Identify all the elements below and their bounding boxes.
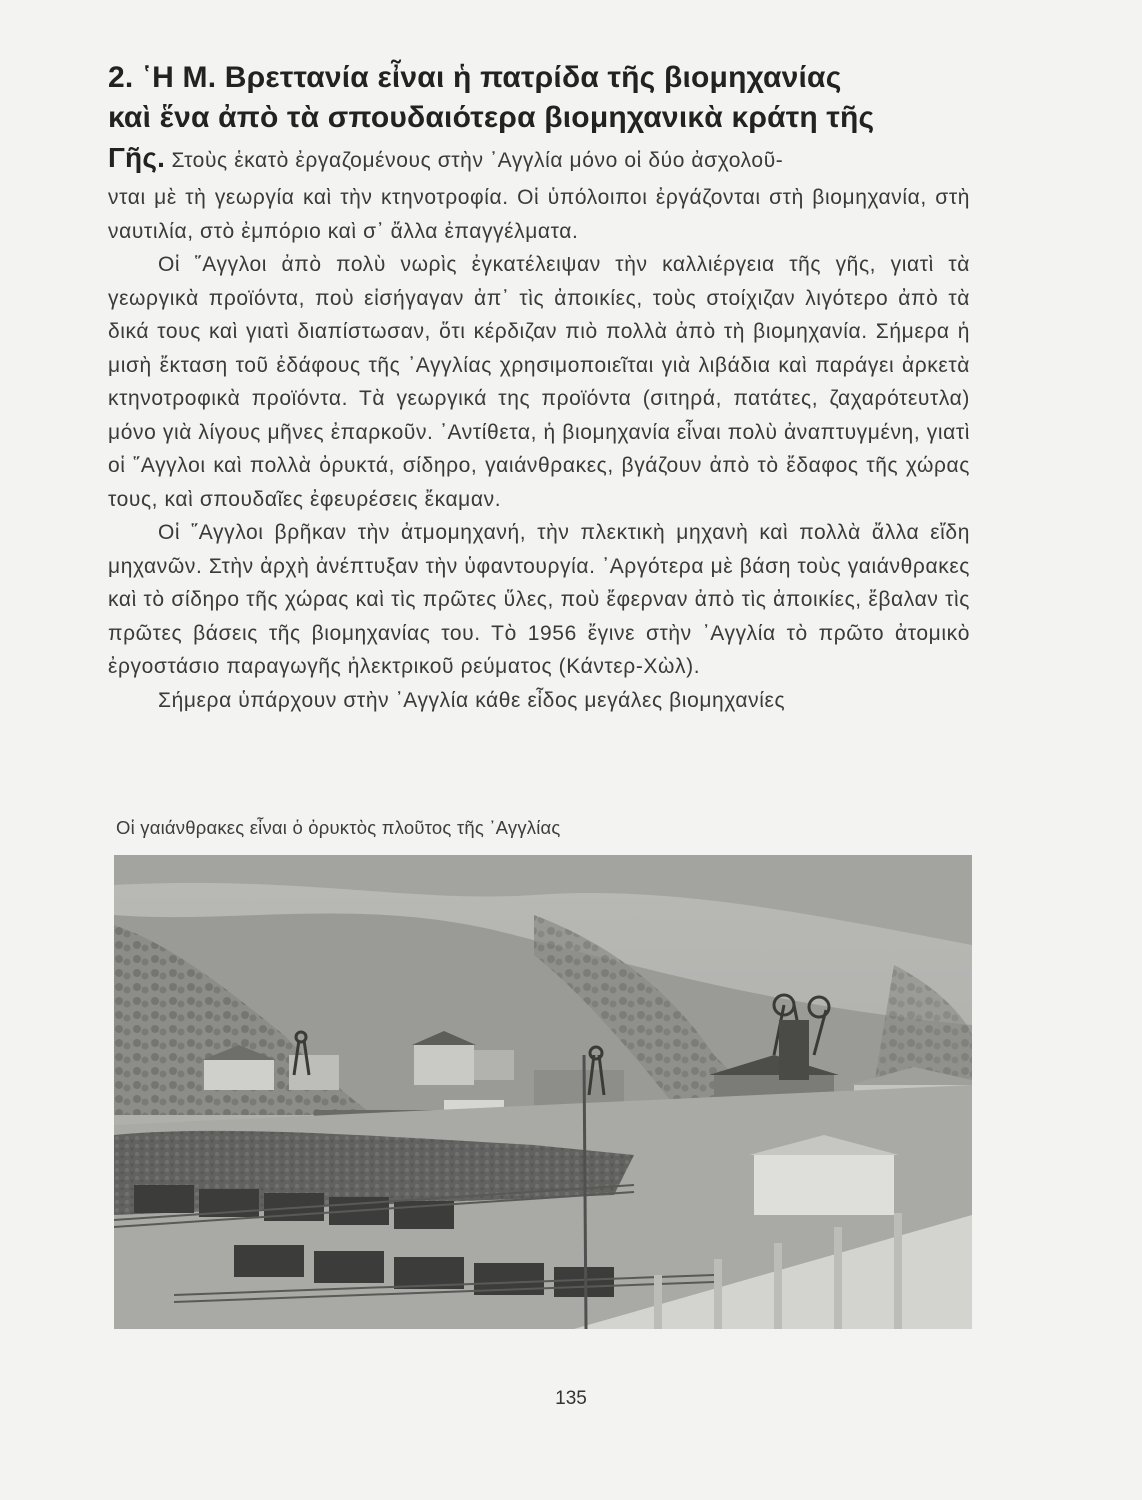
photo-caption: Οἱ γαιάνθρακες εἶναι ὁ ὀρυκτὸς πλοῦτος τῆς ᾿Αγγλίας xyxy=(116,817,561,838)
paragraph-3: Οἱ ῞Αγγλοι βρῆκαν τὴν ἀτμομηχανή, τὴν πλεκτικὴ μηχανὴ καὶ πολλὰ ἄλλα εἴδη μηχανῶν. Στὴν ἀρχὴ ἀνέπτυξαν τὴν ὑφαντουργία. ᾿Αργότερα μὲ βάση τοὺς γαιάνθρακες καὶ τὸ σίδηρο τῆς χώρας καὶ τὶς πρῶτες ὕλες, ποὺ ἔφερναν ἀπὸ τὶς ἀποικίες, ἔβαλαν τὶς πρῶτες βάσεις τῆς βιομηχανίας του. Τὸ 1956 ἔγινε στὴν ᾿Αγγλία τὸ πρῶτο ἀτομικὸ ἐργοστάσιο παραγωγῆς ἠλεκτρικοῦ ρεύματος (Κάντερ-Χὼλ). xyxy=(108,521,970,678)
winding-tower xyxy=(779,1020,809,1080)
body-text xyxy=(108,58,970,717)
coal-mine-illustration xyxy=(114,855,972,1329)
coal-mine-photo xyxy=(114,855,972,1329)
paragraph-4: Σήμερα ὑπάρχουν στὴν ᾿Αγγλία κάθε εἶδος μεγάλες βιομηχανίες xyxy=(158,688,786,712)
paragraph-2: Οἱ ῞Αγγλοι ἀπὸ πολὺ νωρὶς ἐγκατέλειψαν τὴν καλλιέργεια τῆς γῆς, γιατὶ τὰ γεωργικὰ προϊόντα, ποὺ εἰσήγαγαν ἀπ᾿ τὶς ἀποικίες, τοὺς στοίχιζαν λιγότερο ἀπὸ τὰ δικά τους καὶ γιατὶ διαπίστωσαν, ὅτι κέρδιζαν πιὸ πολλὰ ἀπὸ τὴ βιομηχανία. Σήμερα ἡ μισὴ ἔκταση τοῦ ἐδάφους τῆς ᾿Αγγλίας χρησιμοποιεῖται γιὰ λιβάδια καὶ παράγει ἀρκετὰ κτηνοτροφικὰ προϊόντα. Τὰ γεωργικά της προϊόντα (σιτηρά, πατάτες, ζαχαρότευτλα) μόνο γιὰ λίγους μῆνες ἐπαρκοῦν. ᾿Αντίθετα, ἡ βιομηχανία εἶναι πολὺ ἀναπτυγμένη, γιατὶ οἱ ῞Αγγλοι καὶ πολλὰ ὀρυκτά, σίδηρο, γαιάνθρακες, βγάζουν ἀπὸ τὸ ἔδαφος τῆς χώρας τους, καὶ σπουδαῖες ἐφευρέσεις ἔκαμαν. xyxy=(108,253,970,511)
paragraph-1-start: Στοὺς ἑκατὸ ἐργαζομένους στὴν ᾿Αγγλία μόνο οἱ δύο ἀσχολοῦ- xyxy=(165,149,784,172)
white-shed xyxy=(754,1155,894,1215)
heading-line-3-bold: Γῆς. xyxy=(108,142,166,173)
paragraph-1-rest: νται μὲ τὴ γεωργία καὶ τὴν κτηνοτροφία. Οἱ ὑπόλοιποι ἐργάζονται στὴ βιομηχανία, στὴ ναυτιλία, στὸ ἐμπόριο καὶ σ᾿ ἄλλα ἐπαγγέλματα. xyxy=(108,186,970,243)
heading-line-2: καὶ ἕνα ἀπὸ τὰ σπουδαιότερα βιομηχανικὰ κράτη τῆς xyxy=(108,101,875,134)
page-number: 135 xyxy=(555,1388,587,1409)
telegraph-pole xyxy=(584,1055,586,1329)
heading-line-1: 2. ῾Η Μ. Βρεττανία εἶναι ἡ πατρίδα τῆς βιομηχανίας xyxy=(108,61,842,94)
section-heading xyxy=(108,58,970,181)
